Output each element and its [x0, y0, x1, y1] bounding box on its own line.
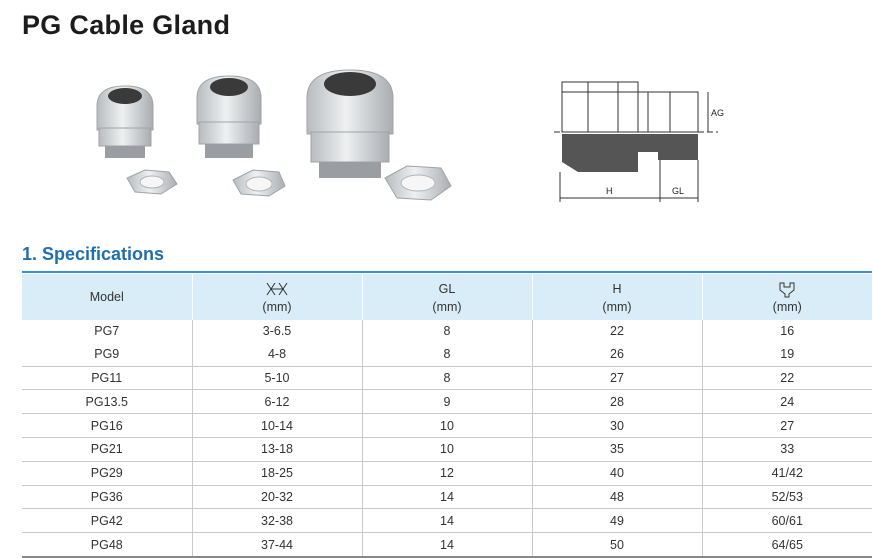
spanner-cell: 64/65 — [702, 533, 872, 557]
model-cell: PG11 — [91, 370, 123, 385]
header-h: H (mm) — [532, 274, 702, 320]
spanner-cell: 16 — [702, 320, 872, 343]
cable-range-cell: 5-10 — [192, 366, 362, 390]
cable-range-cell: 6-12 — [192, 390, 362, 414]
h-cell: 27 — [532, 366, 702, 390]
h-cell: 30 — [532, 414, 702, 438]
gl-cell: 14 — [362, 533, 532, 557]
spanner-cell: 52/53 — [702, 485, 872, 509]
model-cell: PG42 — [90, 513, 123, 528]
table-row — [22, 533, 872, 557]
h-cell: 22 — [532, 320, 702, 343]
table-header-row — [22, 274, 872, 320]
medium-gland-image — [197, 76, 261, 158]
gl-cell: 9 — [362, 390, 532, 414]
product-photo — [85, 68, 465, 218]
gl-cell: 14 — [362, 509, 532, 533]
small-gland-image — [97, 86, 153, 158]
cable-range-cell: 10-14 — [192, 414, 362, 438]
gl-cell: 10 — [362, 414, 532, 438]
h-cell: 28 — [532, 390, 702, 414]
header-model: Model — [22, 274, 192, 320]
section-divider — [22, 271, 872, 273]
technical-drawing — [548, 72, 728, 212]
table-row — [22, 320, 872, 343]
spanner-cell: 27 — [702, 414, 872, 438]
gl-cell: 14 — [362, 485, 532, 509]
model-cell: PG7 — [94, 324, 120, 339]
table-row — [22, 485, 872, 509]
gl-cell: 8 — [362, 366, 532, 390]
h-cell: 40 — [532, 461, 702, 485]
header-cable-range: (mm) — [192, 274, 362, 320]
model-cell: PG13.5 — [85, 394, 128, 409]
cable-range-cell: 32-38 — [192, 509, 362, 533]
table-row — [22, 437, 872, 461]
table-row — [22, 343, 872, 366]
height-label: H — [606, 186, 613, 196]
spanner-size-icon — [703, 281, 873, 298]
header-spanner-size: (mm) — [702, 274, 872, 320]
model-cell: PG16 — [90, 418, 123, 433]
model-cell: PG21 — [90, 442, 123, 457]
model-cell: PG36 — [90, 489, 123, 504]
section-heading: 1. Specifications — [22, 244, 165, 264]
large-gland-image — [307, 70, 393, 178]
spanner-cell: 19 — [702, 343, 872, 366]
table-row — [22, 366, 872, 390]
h-cell: 49 — [532, 509, 702, 533]
cable-range-cell: 13-18 — [192, 437, 362, 461]
h-cell: 26 — [532, 343, 702, 366]
cable-range-cell: 3-6.5 — [192, 320, 362, 343]
model-cell: PG48 — [90, 537, 123, 552]
cable-range-cell: 37-44 — [192, 533, 362, 557]
cable-range-cell: 18-25 — [192, 461, 362, 485]
small-nut-image — [127, 170, 177, 194]
model-cell: PG29 — [90, 466, 123, 481]
thread-label: AG — [711, 108, 725, 118]
h-cell: 50 — [532, 533, 702, 557]
header-gl: GL (mm) — [362, 274, 532, 320]
table-row — [22, 390, 872, 414]
medium-nut-image — [233, 170, 285, 196]
cable-range-cell: 4-8 — [192, 343, 362, 366]
table-row — [22, 461, 872, 485]
spanner-cell: 33 — [702, 437, 872, 461]
specifications-table — [22, 274, 872, 558]
page-title: PG Cable Gland — [22, 10, 231, 40]
large-nut-image — [385, 166, 451, 200]
gl-cell: 10 — [362, 437, 532, 461]
gl-cell: 8 — [362, 343, 532, 366]
table-row — [22, 509, 872, 533]
gl-cell: 8 — [362, 320, 532, 343]
gl-cell: 12 — [362, 461, 532, 485]
spanner-cell: 24 — [702, 390, 872, 414]
model-cell: PG9 — [94, 347, 120, 362]
table-row — [22, 414, 872, 438]
gland-length-label: GL — [672, 186, 685, 196]
h-cell: 48 — [532, 485, 702, 509]
cable-range-cell: 20-32 — [192, 485, 362, 509]
spanner-cell: 22 — [702, 366, 872, 390]
h-cell: 35 — [532, 437, 702, 461]
spanner-cell: 60/61 — [702, 509, 872, 533]
spanner-cell: 41/42 — [702, 461, 872, 485]
cable-range-icon — [193, 281, 362, 298]
